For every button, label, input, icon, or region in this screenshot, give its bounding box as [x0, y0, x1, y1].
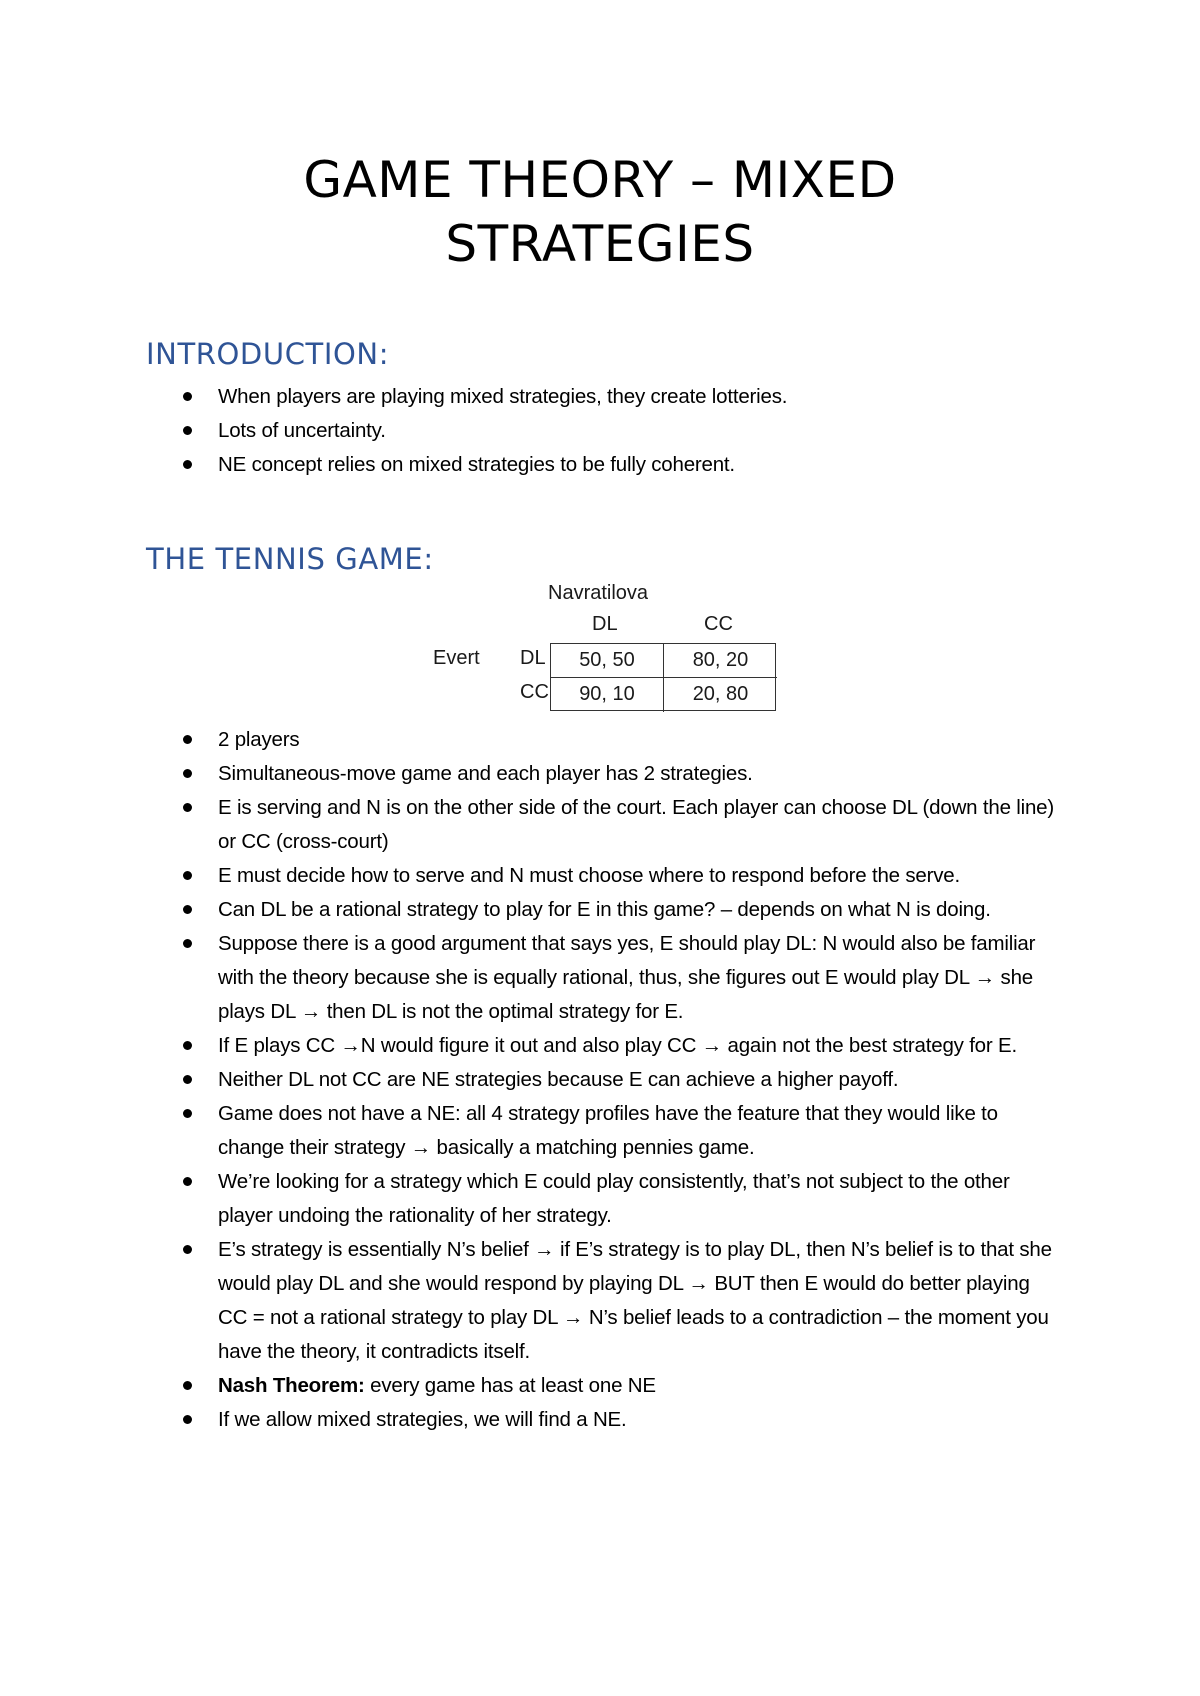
bullet-text: E is serving and N is on the other side of the court. Each player can choose DL (down the line) or CC (cross-court) [218, 796, 1055, 853]
bullet-icon [183, 1381, 192, 1390]
bullet-icon [183, 1041, 192, 1050]
bullet-bold-term: Nash Theorem: [218, 1374, 365, 1397]
bullet-icon [183, 871, 192, 880]
bullet-text: 2 players [218, 728, 300, 751]
introduction-bullet-list [0, 380, 1200, 482]
bullet-icon [183, 769, 192, 778]
list-item [0, 448, 1063, 482]
list-item [0, 1369, 1063, 1403]
payoff-matrix [400, 582, 800, 712]
bullet-icon [183, 1415, 192, 1424]
bullet-text: Suppose there is a good argument that says yes, E should play DL: N would also be familiar with the theory because she is equally rational, thus, she figures out E would play DL → she plays DL → then DL is not the optimal strategy for E. [218, 932, 1036, 1023]
bullet-icon [183, 1109, 192, 1118]
payoff-cell-dl-cc: 80, 20 [664, 644, 777, 678]
bullet-text: If we allow mixed strategies, we will find a NE. [218, 1408, 627, 1431]
bullet-icon [183, 1177, 192, 1186]
bullet-text: If E plays CC →N would figure it out and also play CC → again not the best strategy for E. [218, 1034, 1017, 1057]
list-item [0, 859, 1063, 893]
bullet-icon [183, 426, 192, 435]
list-item [0, 1097, 1063, 1165]
bullet-icon [183, 1075, 192, 1084]
payoff-cell-dl-dl: 50, 50 [551, 644, 664, 678]
list-item [0, 1403, 1063, 1437]
payoff-cell-cc-cc: 20, 80 [692, 683, 749, 705]
bullet-text: NE concept relies on mixed strategies to be fully coherent. [218, 453, 735, 476]
bullet-text: We’re looking for a strategy which E could play consistently, that’s not subject to the other player undoing the rationality of her strategy. [218, 1170, 1010, 1227]
bullet-text: Can DL be a rational strategy to play for E in this game? – depends on what N is doing. [218, 898, 991, 921]
payoff-cell-cc-dl: 90, 10 [551, 678, 664, 712]
payoff-grid [550, 643, 776, 711]
page-title [0, 148, 1200, 276]
row-strategy-cc: CC [520, 681, 549, 703]
bullet-text: E’s strategy is essentially N’s belief → if E’s strategy is to play DL, then N’s belief is to that she would play DL and she would respond by playing DL → BUT then E would do better playing CC = not a rational strategy to play DL → N’s belief leads to a contradiction – the moment you have the theory, it contradicts itself. [218, 1238, 1052, 1363]
title-line-2: STRATEGIES [445, 215, 755, 273]
title-line-1: GAME THEORY – MIXED [303, 151, 897, 209]
bullet-icon [183, 460, 192, 469]
list-item [0, 380, 1063, 414]
list-item [0, 1063, 1063, 1097]
list-item [0, 1233, 1063, 1369]
bullet-icon [183, 939, 192, 948]
list-item [0, 414, 1063, 448]
bullet-text: Simultaneous-move game and each player has 2 strategies. [218, 762, 753, 785]
bullet-text: Neither DL not CC are NE strategies because E can achieve a higher payoff. [218, 1068, 899, 1091]
bullet-icon [183, 905, 192, 914]
row-strategy-dl: DL [520, 647, 546, 669]
bullet-icon [183, 1245, 192, 1254]
list-item [0, 757, 1063, 791]
list-item [0, 1029, 1063, 1063]
introduction-heading: INTRODUCTION: [146, 337, 390, 371]
list-item [0, 723, 1063, 757]
bullet-icon [183, 735, 192, 744]
bullet-text: E must decide how to serve and N must choose where to respond before the serve. [218, 864, 960, 887]
bullet-text: Lots of uncertainty. [218, 419, 386, 442]
column-strategy-dl: DL [592, 613, 618, 635]
bullet-text: Game does not have a NE: all 4 strategy profiles have the feature that they would like to change their strategy → basically a matching pennies game. [218, 1102, 998, 1159]
bullet-icon [183, 392, 192, 401]
list-item [0, 1165, 1063, 1233]
list-item [0, 893, 1063, 927]
column-strategy-cc: CC [704, 613, 733, 635]
row-player-label: Evert [433, 647, 480, 669]
list-item [0, 927, 1063, 1029]
list-item [0, 791, 1063, 859]
bullet-text: every game has at least one NE [364, 1374, 656, 1397]
bullet-text: When players are playing mixed strategies, they create lotteries. [218, 385, 788, 408]
bullet-icon [183, 803, 192, 812]
column-player-label: Navratilova [548, 582, 649, 604]
tennis-game-heading: THE TENNIS GAME: [146, 542, 434, 576]
tennis-bullet-list [0, 723, 1200, 1437]
